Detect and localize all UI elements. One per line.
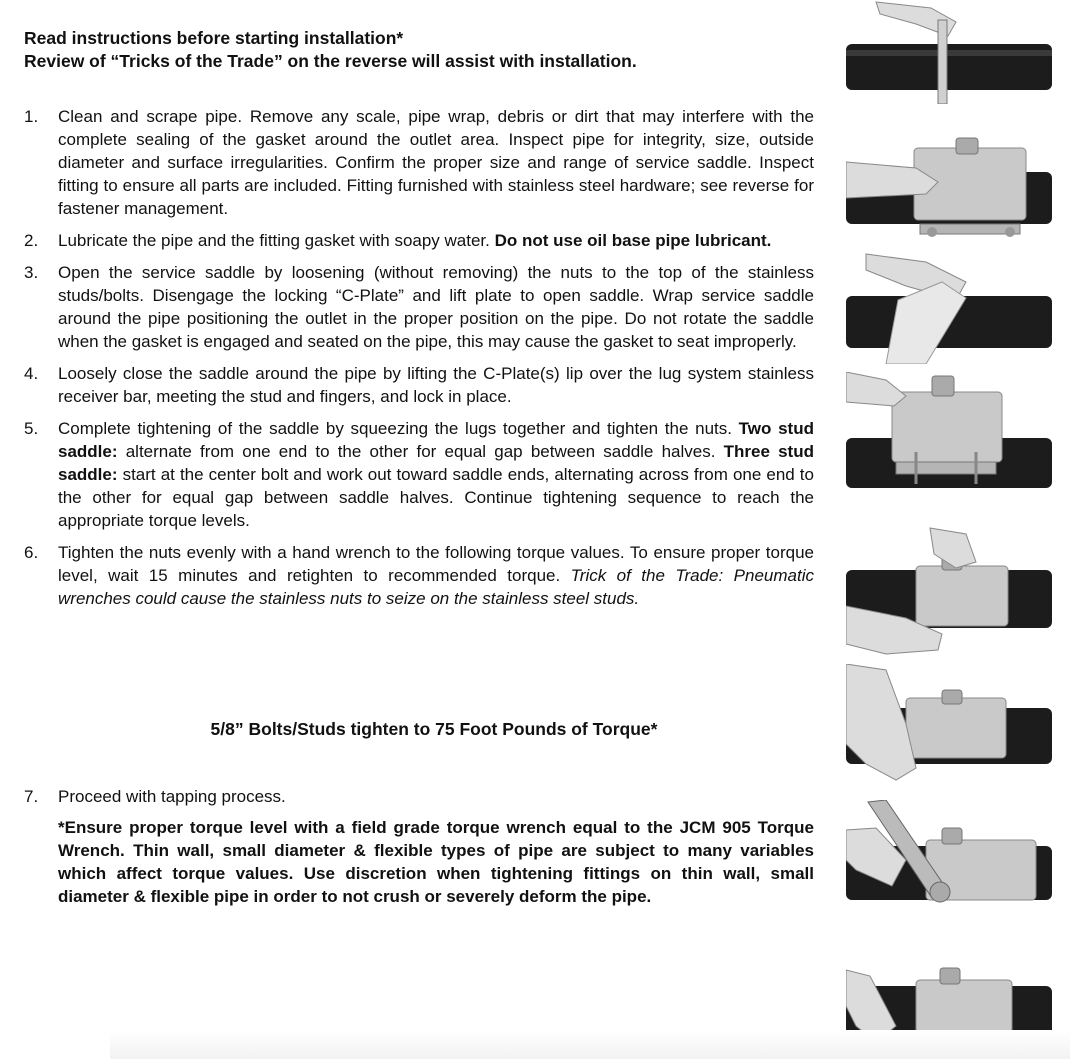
instructions-header <box>24 27 824 73</box>
header-line-2: Review of “Tricks of the Trade” on the reverse will assist with installation. <box>24 51 637 71</box>
photo-inspect-saddle <box>846 128 1052 240</box>
header-line-1: Read instructions before starting installation* <box>24 28 404 48</box>
torque-note: *Ensure proper torque level with a field grade torque wrench equal to the JCM 905 Torque Wrench. Thin wall, small diameter & flexible types of pipe are subject to many variables which affect torque values. Use discretion when tightening fittings on thin wall, small diameter & flexible pipe in order to not crush or severely deform the pipe. <box>58 818 814 906</box>
photo-measure-pipe <box>846 0 1052 104</box>
step-text: Proceed with tapping process. <box>58 787 286 806</box>
step-number: 1. <box>24 107 39 126</box>
steps-list <box>24 105 814 619</box>
photo-lubricate <box>846 252 1052 364</box>
photo-tighten-hand <box>846 664 1052 784</box>
photo-ratchet-wrench <box>846 800 1052 910</box>
trick-of-trade: Trick of the Trade: Pneumatic wrenches could cause the stainless nuts to seize on the stainless steel studs. <box>58 566 814 608</box>
step-number: 2. <box>24 231 39 250</box>
step-6 <box>24 541 814 610</box>
two-stud-text: alternate from one end to the other for equal gap between saddle halves. <box>117 442 724 461</box>
step-number: 7. <box>24 787 39 806</box>
step-7 <box>24 785 814 908</box>
step-4 <box>24 362 814 408</box>
three-stud-label: Three stud saddle: <box>58 442 814 484</box>
step-text: Tighten the nuts evenly with a hand wrench to the following torque values. To ensure proper torque level, wait 15 minutes and retighten to recommended torque. <box>58 543 814 585</box>
photo-saddle-on-pipe <box>846 372 1052 492</box>
step-text: Complete tightening of the saddle by squeezing the lugs together and tighten the nuts. <box>58 419 739 438</box>
three-stud-text: start at the center bolt and work out toward saddle ends, alternating across from one end to the other for equal gap between saddle halves. Continue tightening sequence to reach the appropriate torque levels. <box>58 465 814 530</box>
step-number: 4. <box>24 364 39 383</box>
step-text: Loosely close the saddle around the pipe by lifting the C-Plate(s) lip over the lug system stainless receiver bar, meeting the stud and fingers, and lock in place. <box>58 364 814 406</box>
step-1 <box>24 105 814 220</box>
step-number: 3. <box>24 263 39 282</box>
photo-squeeze-lugs <box>846 526 1052 658</box>
step-5 <box>24 417 814 532</box>
step-number: 6. <box>24 543 39 562</box>
page-edge-shadow <box>110 1030 1070 1059</box>
step-warning: Do not use oil base pipe lubricant. <box>494 231 772 250</box>
torque-spec: 5/8” Bolts/Studs tighten to 75 Foot Pounds of Torque* <box>210 719 658 739</box>
step-text: Clean and scrape pipe. Remove any scale, pipe wrap, debris or dirt that may interfere with the complete sealing of the gasket around the outlet area. Inspect pipe for integrity, size, outside diameter and surface irregularities. Confirm the proper size and range of service saddle. Inspect fitting to ensure all parts are included. Fitting furnished with stainless steel hardware; see reverse for fastener management. <box>58 107 814 218</box>
step-2 <box>24 229 814 252</box>
step-text: Lubricate the pipe and the fitting gasket with soapy water. <box>58 231 495 250</box>
step-text: Open the service saddle by loosening (without removing) the nuts to the top of the stainless studs/bolts. Disengage the locking “C-Plate” and lift plate to open saddle. Wrap service saddle around the pipe positioning the outlet in the proper position on the pipe. Do not rotate the saddle when the gasket is engaged and seated on the pipe, this may cause the gasket to seat improperly. <box>58 263 814 351</box>
two-stud-label: Two stud saddle: <box>58 419 814 461</box>
step-number: 5. <box>24 419 39 438</box>
step-3 <box>24 261 814 353</box>
